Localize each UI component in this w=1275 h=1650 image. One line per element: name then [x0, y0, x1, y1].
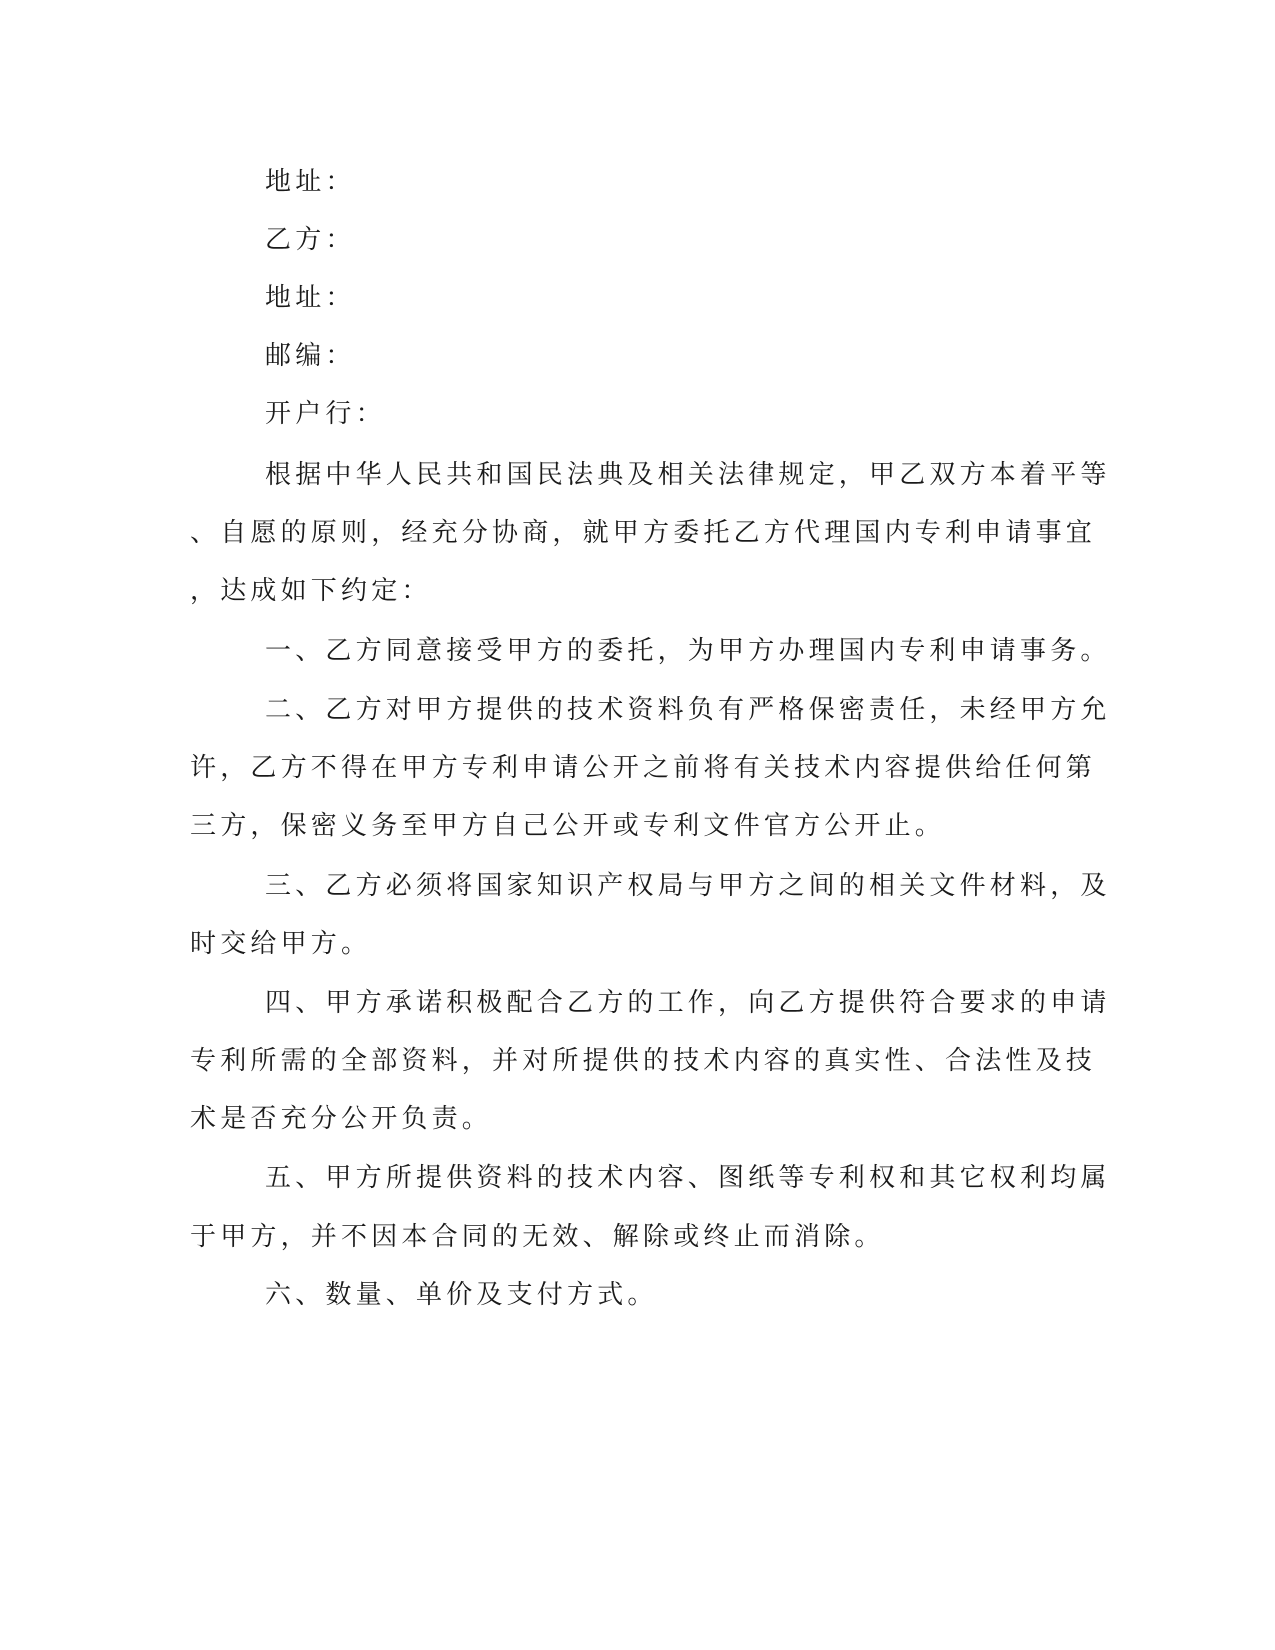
clause-3-line-2: 时交给甲方。 — [190, 929, 372, 959]
address-line-1: 地址： — [265, 167, 356, 197]
preamble-line-2: 、自愿的原则，经充分协商，就甲方委托乙方代理国内专利申请事宜 — [190, 518, 1097, 548]
clause-3-line-1: 三、乙方必须将国家知识产权局与甲方之间的相关文件材料，及 — [265, 871, 1111, 901]
preamble-line-3: ，达成如下约定： — [190, 576, 432, 606]
clause-4-line-2: 专利所需的全部资料，并对所提供的技术内容的真实性、合法性及技 — [190, 1046, 1097, 1076]
clause-2-line-2: 许，乙方不得在甲方专利申请公开之前将有关技术内容提供给任何第 — [190, 753, 1097, 783]
clause-5-line-2: 于甲方，并不因本合同的无效、解除或终止而消除。 — [190, 1222, 885, 1252]
preamble-line-1: 根据中华人民共和国民法典及相关法律规定，甲乙双方本着平等 — [265, 460, 1111, 490]
clause-5-line-1: 五、甲方所提供资料的技术内容、图纸等专利权和其它权利均属 — [265, 1163, 1111, 1193]
clause-1-line-1: 一、乙方同意接受甲方的委托，为甲方办理国内专利申请事务。 — [265, 636, 1111, 666]
postcode-line: 邮编： — [265, 341, 356, 371]
bank-line: 开户行： — [265, 399, 386, 429]
address-line-2: 地址： — [265, 283, 356, 313]
clause-2-line-1: 二、乙方对甲方提供的技术资料负有严格保密责任，未经甲方允 — [265, 695, 1111, 725]
clause-4-line-3: 术是否充分公开负责。 — [190, 1104, 493, 1134]
clause-4-line-1: 四、甲方承诺积极配合乙方的工作，向乙方提供符合要求的申请 — [265, 988, 1111, 1018]
clause-2-line-3: 三方，保密义务至甲方自己公开或专利文件官方公开止。 — [190, 811, 946, 841]
clause-6-line-1: 六、数量、单价及支付方式。 — [265, 1280, 658, 1310]
party-b-line: 乙方： — [265, 225, 356, 255]
